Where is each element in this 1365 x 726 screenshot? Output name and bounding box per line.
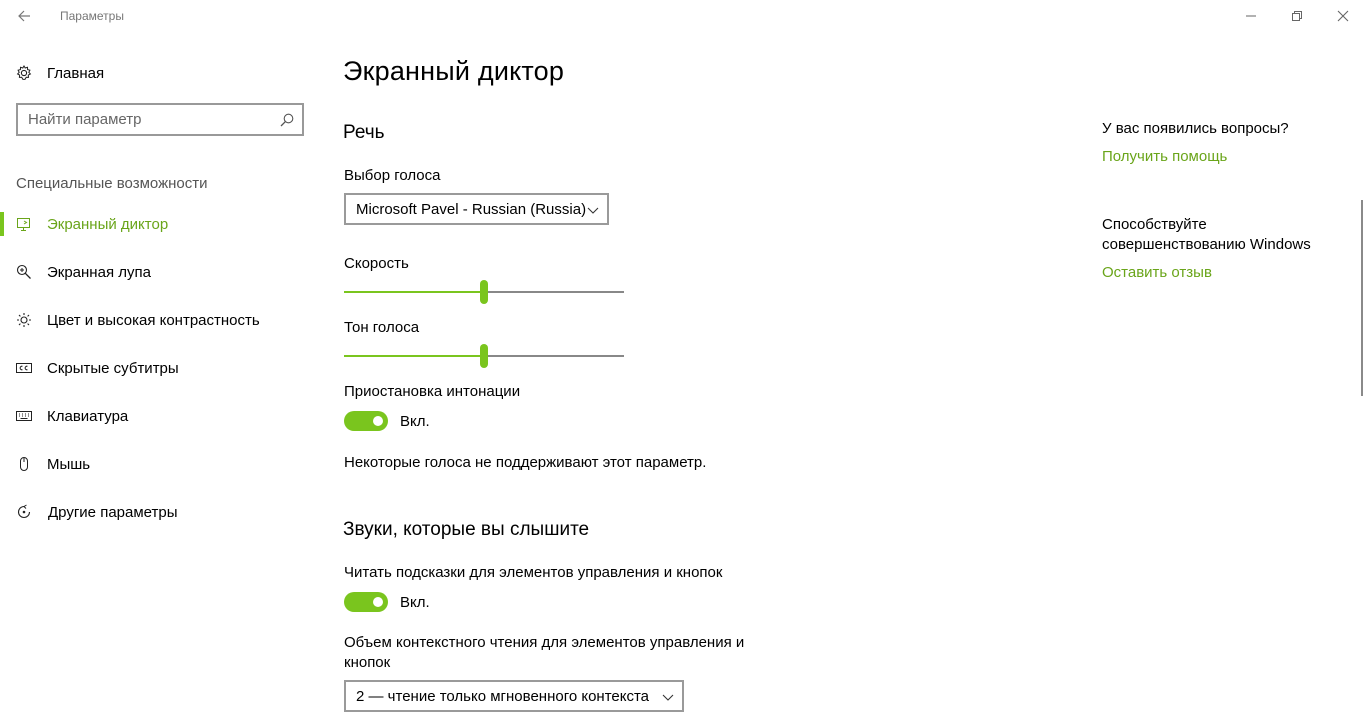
pitch-label: Тон голоса <box>344 319 420 336</box>
questions-text: У вас появились вопросы? <box>1102 120 1289 137</box>
search-input[interactable] <box>28 111 268 128</box>
sidebar-item-label: Клавиатура <box>47 407 129 425</box>
speech-heading: Речь <box>343 122 385 143</box>
improve-text-line1: Способствуйте <box>1102 216 1207 233</box>
sidebar-item-captions[interactable] <box>0 348 320 388</box>
magnifier-icon <box>16 264 32 280</box>
get-help-link[interactable]: Получить помощь <box>1102 148 1228 165</box>
scrollbar[interactable] <box>1361 200 1363 396</box>
intonation-toggle[interactable] <box>344 411 388 431</box>
closed-captions-icon <box>16 360 32 376</box>
sidebar-item-label: Экранный диктор <box>47 215 169 233</box>
feedback-link[interactable]: Оставить отзыв <box>1102 264 1212 281</box>
sidebar-item-magnifier[interactable] <box>0 252 320 292</box>
slider-track <box>488 291 624 293</box>
window-title: Параметры <box>60 9 124 23</box>
speed-label: Скорость <box>344 255 409 272</box>
slider-thumb[interactable] <box>480 280 488 304</box>
sidebar-item-label: Экранная лупа <box>47 263 151 281</box>
restore-button[interactable] <box>1274 0 1320 32</box>
sidebar-item-keyboard[interactable] <box>0 396 320 436</box>
slider-thumb[interactable] <box>480 344 488 368</box>
minimize-button[interactable] <box>1228 0 1274 32</box>
other-options-icon <box>16 504 32 520</box>
context-select[interactable] <box>344 680 684 712</box>
section-label: Специальные возможности <box>16 175 208 192</box>
sidebar-item-mouse[interactable] <box>0 444 320 484</box>
voice-select[interactable] <box>344 193 609 225</box>
restore-icon <box>1291 10 1303 22</box>
sidebar-item-label: Скрытые субтитры <box>47 359 179 377</box>
sidebar-item-other[interactable] <box>0 492 320 532</box>
close-button[interactable] <box>1320 0 1365 32</box>
keyboard-icon <box>16 408 32 424</box>
intonation-note: Некоторые голоса не поддерживают этот параметр. <box>344 454 707 471</box>
close-icon <box>1337 10 1349 22</box>
brightness-icon <box>16 312 32 328</box>
pitch-slider[interactable] <box>344 344 624 368</box>
home-link[interactable] <box>16 62 104 84</box>
intonation-toggle-state: Вкл. <box>400 413 430 430</box>
search-icon[interactable] <box>280 113 294 132</box>
speed-slider[interactable] <box>344 280 624 304</box>
sidebar-item-narrator[interactable] <box>0 204 320 244</box>
context-label-line2: кнопок <box>344 654 391 671</box>
hints-toggle-state: Вкл. <box>400 594 430 611</box>
improve-text-line2: совершенствованию Windows <box>1102 236 1311 253</box>
search-box[interactable] <box>16 103 304 136</box>
voice-select-value: Microsoft Pavel - Russian (Russia) <box>356 200 587 218</box>
hints-label: Читать подсказки для элементов управления и кнопок <box>344 564 723 581</box>
page-title: Экранный диктор <box>343 56 565 86</box>
slider-track-filled <box>344 355 480 357</box>
context-label-line1: Объем контекстного чтения для элементов управления и <box>344 634 745 651</box>
voice-label: Выбор голоса <box>344 167 441 184</box>
toggle-knob <box>373 416 383 426</box>
active-indicator <box>0 212 4 236</box>
gear-icon <box>16 65 32 81</box>
chevron-down-icon <box>662 690 674 707</box>
sidebar-item-label: Другие параметры <box>48 503 178 521</box>
slider-track-filled <box>344 291 480 293</box>
home-label: Главная <box>47 64 105 82</box>
chevron-down-icon <box>587 203 599 220</box>
intonation-label: Приостановка интонации <box>344 383 521 400</box>
back-button[interactable] <box>8 0 40 32</box>
sidebar-item-color-contrast[interactable] <box>0 300 320 340</box>
title-bar <box>0 0 1365 32</box>
sounds-heading: Звуки, которые вы слышите <box>343 519 590 540</box>
toggle-knob <box>373 597 383 607</box>
back-arrow-icon <box>16 8 32 24</box>
mouse-icon <box>16 456 32 472</box>
hints-toggle[interactable] <box>344 592 388 612</box>
sidebar-item-label: Цвет и высокая контрастность <box>47 311 260 329</box>
context-select-value: 2 — чтение только мгновенного контекста <box>356 687 650 705</box>
slider-track <box>488 355 624 357</box>
sidebar-item-label: Мышь <box>47 455 91 473</box>
narrator-icon <box>16 216 32 232</box>
minimize-icon <box>1245 10 1257 22</box>
